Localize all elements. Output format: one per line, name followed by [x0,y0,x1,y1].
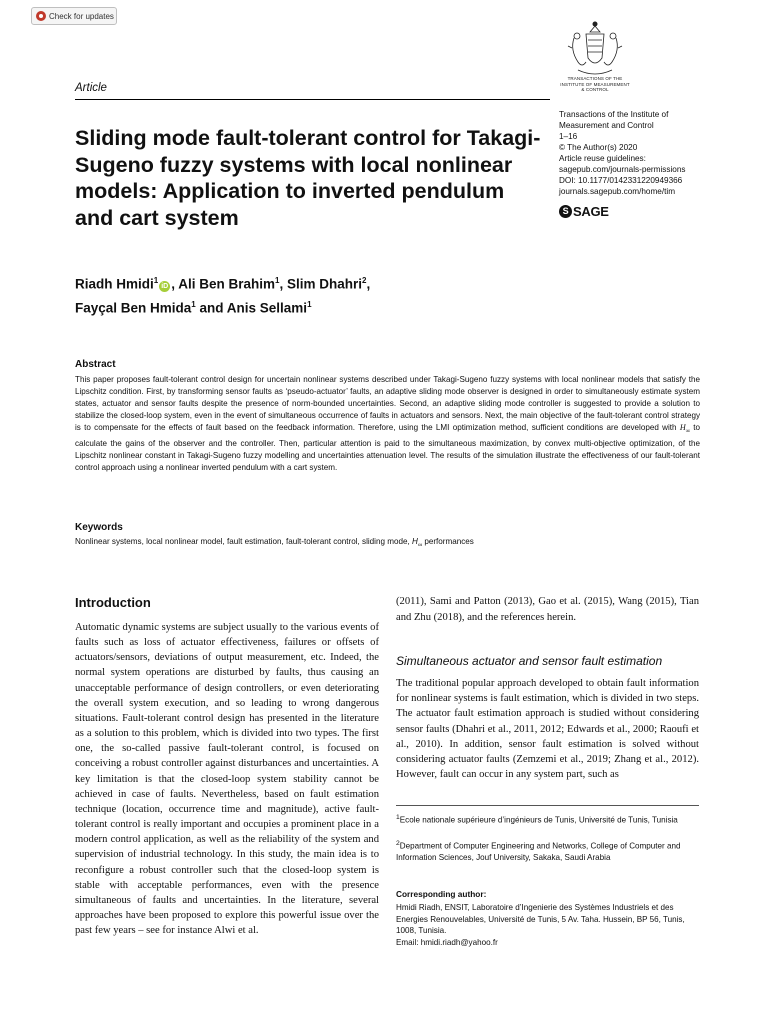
author-separator: , [171,276,179,292]
author-name[interactable]: Ali Ben Brahim [178,276,276,292]
author-separator: and [195,300,227,315]
keywords-heading: Keywords [75,522,123,533]
keywords-text: Nonlinear systems, local nonlinear model, fault estimation, fault-tolerant control, sliding mode, $H_\infty$ performances [75,537,474,549]
corresponding-author-details [396,902,701,948]
author-affiliation: 1 [307,299,312,309]
corresponding-author-heading: Corresponding author: [396,889,487,899]
corresponding-author-email[interactable]: Email: hmidi.riadh@yahoo.fr [396,937,498,947]
check-for-updates-badge[interactable] [31,7,117,25]
author-affiliation: 1 [275,276,280,285]
publisher-name: SAGE [573,204,609,219]
article-type-label: Article [75,82,107,94]
journal-logo-text: TRANSACTIONS OF THE INSTITUTE OF MEASUREMENT & CONTROL [560,76,630,92]
paper-title: Sliding mode fault-tolerant control for Takagi-Sugeno fuzzy systems with local nonlinear models: Application to inverted pendulum and cart system [75,126,541,230]
h-infinity-symbol: $H_\infty$ [411,537,423,549]
orcid-icon[interactable]: iD [161,282,169,290]
author-name[interactable]: Anis Sellami [226,300,308,315]
introduction-heading: Introduction [75,595,151,610]
author-name[interactable]: Slim Dhahri [286,276,362,292]
update-icon [36,11,46,21]
introduction-continuation: (2011), Sami and Patton (2013), Gao et al. (2015), Wang (2015), Tian and Zhu (2018), and the references herein. [396,596,699,623]
journal-reuse: Article reuse guidelines: [559,154,646,163]
footnote-affiliation-1: $^1$Ecole nationale supérieure d’ingénieurs de Tunis, Université de Tunis, Tunisia [396,814,678,825]
abstract-body-a: This paper proposes fault-tolerant control design for uncertain nonlinear systems described under Takagi-Sugeno fuzzy systems with local nonlinear models that satisfy the Lipschitz condition. First, by transforming sensor faults as ‘pseudo-actuator’ faults, an adaptive sliding mode observer is designed in order to simultaneously estimate system states, actuator and sensor faults despite the presence of norm-bounded uncertainties. Second, an adaptive sliding mode controller is suggested to provide a solution to stabilize the closed-loop system, even in the event of simultaneous occurrence of faults in actuators and sensors. Next, the main objective of the fault-tolerant control strategy is to compensate for the effects of fault based on the feedback information. Therefore, using the LMI optimization method, sufficient conditions are developed with [75,375,700,432]
abstract-body-b: to calculate the gains of the observer and the controller. Then, particular attention is paid to the simultaneous maximization, by convex multi-objective optimization, of the Lipschitz nonlinear constant in Takagi-Sugeno fuzzy modelling and uncertainties attenuation level. The results of the simulation illustrate the effectiveness of our fault-tolerant control approach using a nonlinear inverted pendulum with a cart system. [75,422,701,472]
journal-info [559,109,719,197]
corresponding-author-address: Hmidi Riadh, ENSIT, Laboratoire d’Ingenierie des Systèmes Industriels et des Energies Renouvelables, Université de Tunis, 5 Av. Taha. Hussein, BP 56, Tunis, 1008, Tunisia. [396,903,685,936]
journal-permissions-link[interactable]: sagepub.com/journals-permissions [559,165,686,174]
sage-icon: S [559,205,572,218]
author-separator: , [366,276,371,292]
footnote-affiliation-2: $^2$Department of Computer Engineering and Networks, College of Computer and Information Sciences, Jouf University, Sakaka, Saudi Arabia [396,840,681,863]
journal-copyright: © The Author(s) 2020 [559,143,638,152]
author-name[interactable]: Riadh Hmidi [75,276,154,292]
journal-url-link[interactable]: journals.sagepub.com/home/tim [559,187,676,196]
footnote-rule [396,805,699,806]
check-for-updates-label: Check for updates [49,11,114,21]
author-affiliation: 1 [191,299,196,309]
h-infinity-symbol: $H_\infty$ [679,422,690,435]
journal-pages: 1–16 [559,132,578,141]
abstract-heading: Abstract [75,359,116,370]
author-separator: , [279,276,287,292]
subsection-body: The traditional popular approach developed to obtain fault information for nonlinear systems is fault estimation, which is divided in two steps. The actuator fault estimation approach is studied without considering sensor faults (Dhahri et al., 2011, 2012; Edwards et al., 2000; Raoufi et al., 2010). In addition, sensor fault estimation is solved without considering actuator faults (Zemzemi et al., 2019; Zhang et al., 2012). However, fault can occur in any system part, such as [396,678,699,781]
subsection-heading: Simultaneous actuator and sensor fault estimation [396,654,663,668]
author-name[interactable]: Fayçal Ben Hmida [75,300,192,315]
sage-logo [559,204,609,219]
author-affiliation: 1 [153,276,159,285]
author-list [75,271,545,318]
journal-doi[interactable]: DOI: 10.1177/0142331220949366 [559,176,683,185]
author-affiliation: 2 [362,276,367,285]
header-rule [75,99,550,100]
journal-name: Transactions of the Institute of Measurement and Control [559,110,669,130]
introduction-body: Automatic dynamic systems are subject usually to the various events of faults such as loss of actuator effectiveness, failures or offsets of actuators/sensors, deviations of output measurement, etc. Indeed, the normal system operations are disturbed by faults, thus causing an unacceptable performance of design controllers, or even deteriorating the overall system execution, and so leading to wrong dangerous situations. Fault-tolerant control design has presented in the literature as a solution to this problem, which is divided into two types. The first one, the so-called passive fault-tolerant control, is focused on conceiving a robust controller against disturbances and uncertainties. A key limitation is that the closed-loop system stability cannot be achieved in case of faults. Nevertheless, based on fault estimation technique (location, occurrence time and magnitude), active fault-tolerant control is really important and occupies a prominent place in a modern control application, as well as the reliability of the system and supervision of industrial technology. In this study, the main idea is to reconfigure a robust controller such that the closed-loop system is stable with acceptable performances, even with the presence simultaneous of faults and uncertainties. In the literature, several approaches have been proposed to explore this powerful issue over the past few years – see for instance Alwi et al. [75,622,379,937]
abstract-text [75,374,700,474]
